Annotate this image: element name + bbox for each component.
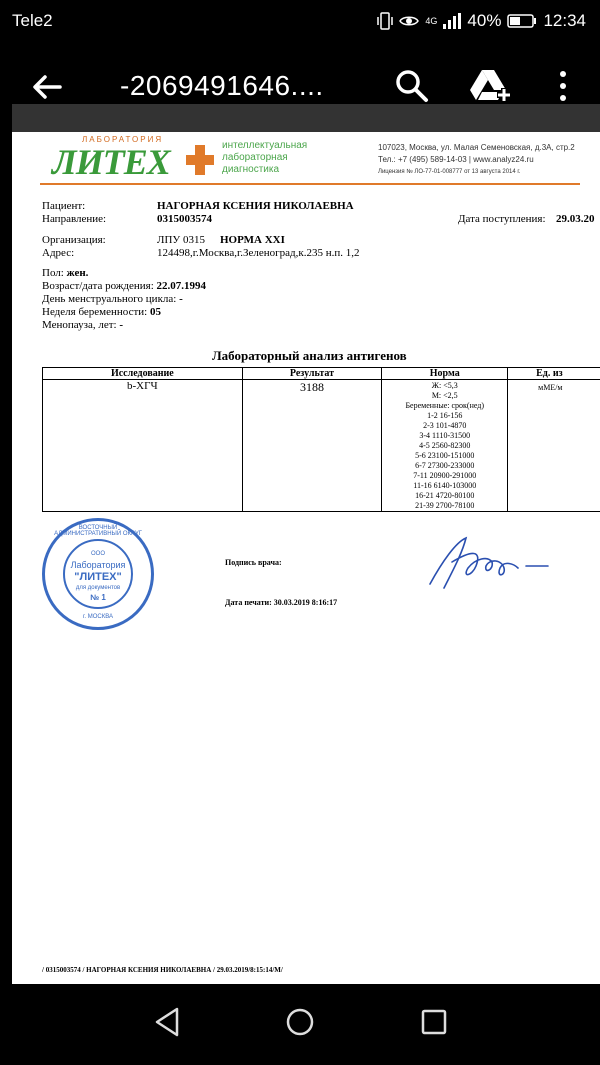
lab-address: 107023, Москва, ул. Малая Семеновская, д.3А, стр.2 [378, 143, 575, 152]
signature-label: Подпись врача: [225, 558, 282, 567]
more-vert-icon[interactable] [556, 68, 570, 104]
patient-name: НАГОРНАЯ КСЕНИЯ НИКОЛАЕВНА [157, 200, 354, 212]
sex-value: жен. [66, 267, 89, 279]
signal-icon [443, 13, 461, 29]
stamp-ring-text: ВОСТОЧНЫЙ АДМИНИСТРАТИВНЫЙ ОКРУГ [54, 525, 142, 537]
sex-row: Пол: жен. [42, 267, 89, 279]
table-header-row [43, 368, 600, 380]
print-date: Дата печати: 30.03.2019 8:16:17 [225, 598, 338, 607]
lab-caption: ЛАБОРАТОРИЯ [82, 135, 164, 144]
add-to-drive-icon[interactable] [470, 68, 512, 104]
results-table [42, 367, 600, 512]
lab-stamp: ВОСТОЧНЫЙ АДМИНИСТРАТИВНЫЙ ОКРУГ ООО Лаборатория "ЛИТЕХ" для документов № 1 г. МОСКВА [42, 518, 154, 630]
network-type: 4G [425, 16, 438, 26]
age-value: 22.07.1994 [156, 280, 207, 292]
header-divider [40, 183, 580, 185]
referral-number: 0315003574 [157, 213, 212, 225]
carrier-label: Tele2 [12, 11, 53, 30]
system-nav-bar [0, 984, 600, 1065]
referral-label: Направление: [42, 213, 107, 225]
receipt-label: Дата поступления: [458, 213, 546, 225]
file-title: -2069491646.... [120, 70, 324, 101]
back-arrow-icon[interactable] [30, 70, 64, 104]
lab-contacts [378, 142, 575, 178]
test-result: 3188 [242, 380, 382, 512]
document-top-edge [12, 104, 600, 132]
cycle-row: День менструального цикла: - [42, 293, 183, 305]
table-row [43, 380, 600, 512]
address-label: Адрес: [42, 247, 75, 259]
cycle-value: - [179, 293, 183, 305]
lab-license: Лицензия № ЛО-77-01-008777 от 13 августа 2014 г. [378, 169, 521, 175]
patient-label: Пациент: [42, 200, 86, 212]
lab-phone: Тел.: +7 (495) 589-14-03 | www.analyz24.ru [378, 155, 534, 164]
org-label: Организация: [42, 234, 106, 246]
pregnancy-value: 05 [149, 306, 161, 318]
search-icon[interactable] [394, 68, 430, 104]
nav-back-icon[interactable] [153, 1006, 181, 1043]
menopause-row: Менопауза, лет: - [42, 319, 123, 331]
pdf-page[interactable] [12, 132, 600, 984]
receipt-date: 29.03.20 [556, 213, 595, 225]
medical-cross-icon [186, 145, 214, 175]
col-norm: Норма [382, 368, 508, 380]
menopause-value: - [119, 319, 123, 331]
col-result: Результат [242, 368, 382, 380]
org-value: ЛПУ 0315 [157, 234, 205, 246]
nav-recents-icon[interactable] [420, 1006, 448, 1043]
pregnancy-row: Неделя беременности: 05 [42, 306, 161, 318]
battery-percent: 40% [467, 11, 502, 30]
status-bar [0, 0, 600, 42]
test-name: b-ХГЧ [43, 380, 243, 512]
org-value-bold: НОРМА XXI [220, 234, 285, 246]
battery-icon [507, 14, 537, 28]
nav-home-icon[interactable] [285, 1006, 315, 1043]
lab-name: ЛИТЕХ [52, 142, 170, 182]
address-value: 124498,г.Москва,г.Зеленоград,к.235 н.п. 1,2 [157, 247, 360, 259]
doctor-signature [422, 532, 552, 592]
lab-tagline: интеллектуальная лабораторная диагностика [222, 140, 308, 175]
col-unit: Ед. из [508, 368, 600, 380]
section-title: Лабораторный анализ антигенов [212, 348, 407, 363]
test-norm: Ж: <5,3 М: <2,5 Беременные: срок(нед) 1-2 16-156 2-3 101-4870 3-4 1110-31500 4-5 2560-82300 5-6 23100-151000 6-7 27300-233000 7-11 20900-291000 11-16 6140-103000 16-21 4720-80100 21-39 2700-78100 [382, 380, 508, 512]
eye-icon [399, 14, 419, 28]
test-unit: мМЕ/м [508, 380, 600, 512]
clock: 12:34 [543, 11, 586, 30]
vibrate-icon [377, 12, 393, 30]
col-test: Исследование [43, 368, 243, 380]
page-footer: / 0315003574 / НАГОРНАЯ КСЕНИЯ НИКОЛАЕВНА / 29.03.2019/8:15:14/М/ [42, 966, 283, 974]
age-row: Возраст/дата рождения: 22.07.1994 [42, 280, 207, 292]
